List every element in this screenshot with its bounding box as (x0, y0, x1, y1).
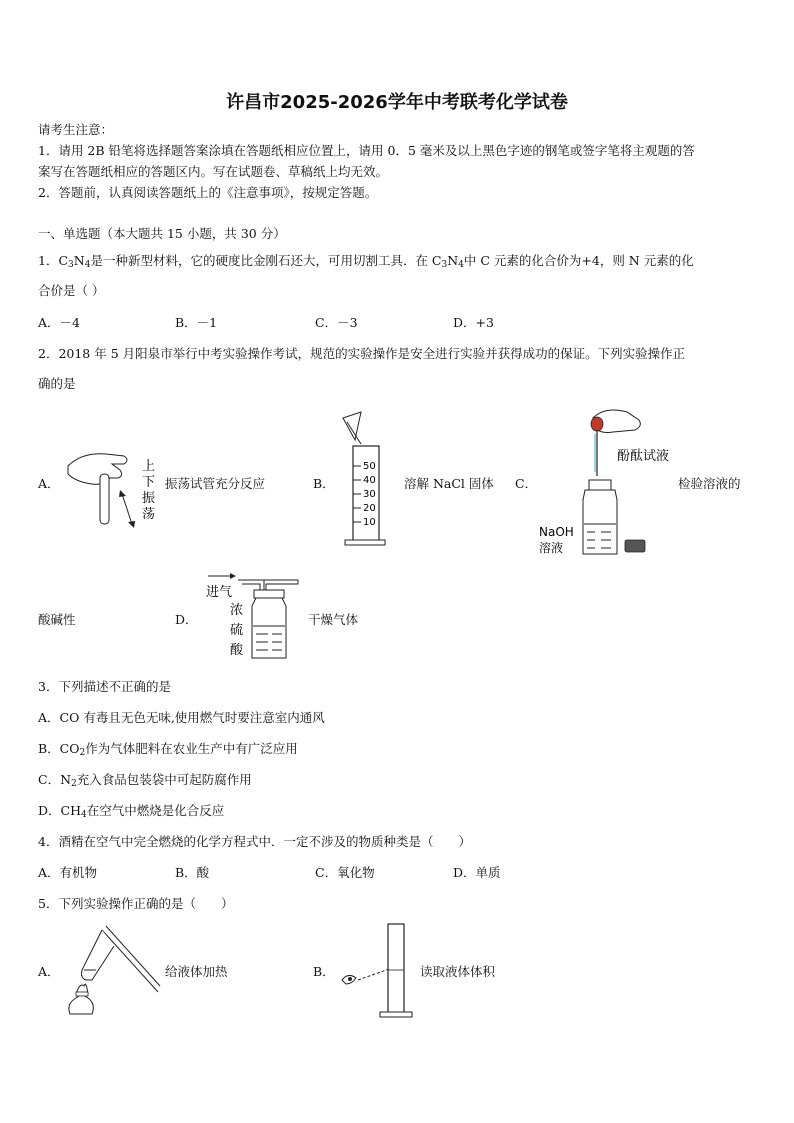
dropper-bottle-figure (535, 404, 675, 559)
question-2-stem-line-2: 确的是 (38, 376, 76, 391)
question-5-stem: 5．下列实验操作正确的是（ ） (38, 896, 234, 911)
question-1-stem-line-2: 合价是（ ） (38, 283, 105, 298)
shake-label-3: 振 (142, 491, 156, 506)
question-2-option-a-label: A． (38, 476, 60, 491)
notice-item-1-line-1: 1．请用 2B 铅笔将选择题答案涂填在答题纸相应位置上，请用 0．5 毫米及以上黑色字迹的钢笔或签字笔将主观题的答 (38, 143, 695, 158)
question-2-option-a-text: 振荡试管充分反应 (165, 476, 266, 491)
acid-label-3: 酸 (230, 643, 244, 658)
question-2-option-b-label: B． (313, 476, 335, 491)
question-1-stem: 1．$C_3N_4$是一种新型材料，它的硬度比金刚石还大，可用切割工具．在 $C_3N_4$中 C 元素的化合价为+4，则 N 元素的化 (38, 253, 694, 270)
question-1-option-c: C．－3 (315, 315, 358, 330)
notice-item-1-line-2: 案写在答题纸相应的答题区内。写在试题卷、草稿纸上均无效。 (38, 164, 389, 179)
heating-liquid-figure (62, 922, 162, 1022)
question-1-option-a: A．－4 (38, 315, 80, 330)
question-5-option-a-label: A． (38, 964, 60, 979)
question-2-option-d-text: 干燥气体 (308, 612, 359, 627)
question-3-option-c: C．$N_2$充入食品包装袋中可起防腐作用 (38, 772, 252, 789)
acid-label-2: 硫 (230, 623, 244, 638)
question-4-option-c: C．氧化物 (315, 865, 375, 880)
question-2-option-c-label: C． (515, 476, 538, 491)
question-3-stem: 3．下列描述不正确的是 (38, 679, 171, 694)
scale-10: 10 (363, 517, 376, 528)
question-5-option-a-text: 给液体加热 (165, 964, 228, 979)
question-3-option-d: D．$CH_4$在空气中燃烧是化合反应 (38, 803, 225, 820)
question-2-option-b-text: 溶解 NaCl 固体 (404, 476, 494, 491)
shake-label-2: 下 (142, 475, 156, 490)
question-1-option-d: D．+3 (453, 315, 494, 330)
question-5-option-b-text: 读取液体体积 (420, 964, 496, 979)
question-2-stem: 2．2018 年 5 月阳泉市举行中考实验操作考试，规范的实验操作是安全进行实验并获得成功的保证。下列实验操作正 (38, 346, 686, 361)
shaking-test-tube-figure (62, 448, 162, 533)
scale-30: 30 (363, 489, 376, 500)
gas-in-label: 进气 (206, 585, 233, 600)
question-4-option-a: A．有机物 (38, 865, 98, 880)
reading-volume-figure (338, 920, 418, 1020)
scale-50: 50 (363, 461, 376, 472)
question-3-option-b: B．$CO_2$作为气体肥料在农业生产中有广泛应用 (38, 741, 298, 758)
shake-label-1: 上 (142, 459, 156, 474)
graduated-cylinder-figure (335, 410, 395, 550)
notice-heading: 请考生注意： (38, 122, 114, 137)
notice-item-2: 2．答题前，认真阅读答题纸上的《注意事项》，按规定答题。 (38, 185, 378, 200)
acid-label-1: 浓 (230, 603, 244, 618)
question-4-stem: 4．酒精在空气中完全燃烧的化学方程式中．一定不涉及的物质种类是（ ） (38, 834, 471, 849)
question-5-option-b-label: B． (313, 964, 335, 979)
question-4-option-d: D．单质 (453, 865, 501, 880)
solution-label: 溶液 (539, 541, 564, 555)
question-2-option-d-label: D． (175, 612, 198, 627)
section-heading: 一、单选题（本大题共 15 小题，共 30 分） (38, 226, 286, 241)
question-2-option-c-text: 检验溶液的 (678, 476, 741, 491)
gas-drying-bottle-figure (202, 570, 302, 662)
scale-20: 20 (363, 503, 376, 514)
question-2-option-c-continued: 酸碱性 (38, 612, 76, 627)
shake-label-4: 荡 (142, 507, 156, 522)
question-1-option-b: B．－1 (175, 315, 218, 330)
question-4-option-b: B．酸 (175, 865, 210, 880)
question-3-option-a: A．CO 有毒且无色无味,使用燃气时要注意室内通风 (38, 710, 325, 725)
naoh-label: NaOH (539, 525, 574, 539)
reagent-label: 酚酞试液 (617, 449, 670, 464)
scale-40: 40 (363, 475, 376, 486)
page-title: 许昌市2025-2026学年中考联考化学试卷 (226, 92, 568, 113)
